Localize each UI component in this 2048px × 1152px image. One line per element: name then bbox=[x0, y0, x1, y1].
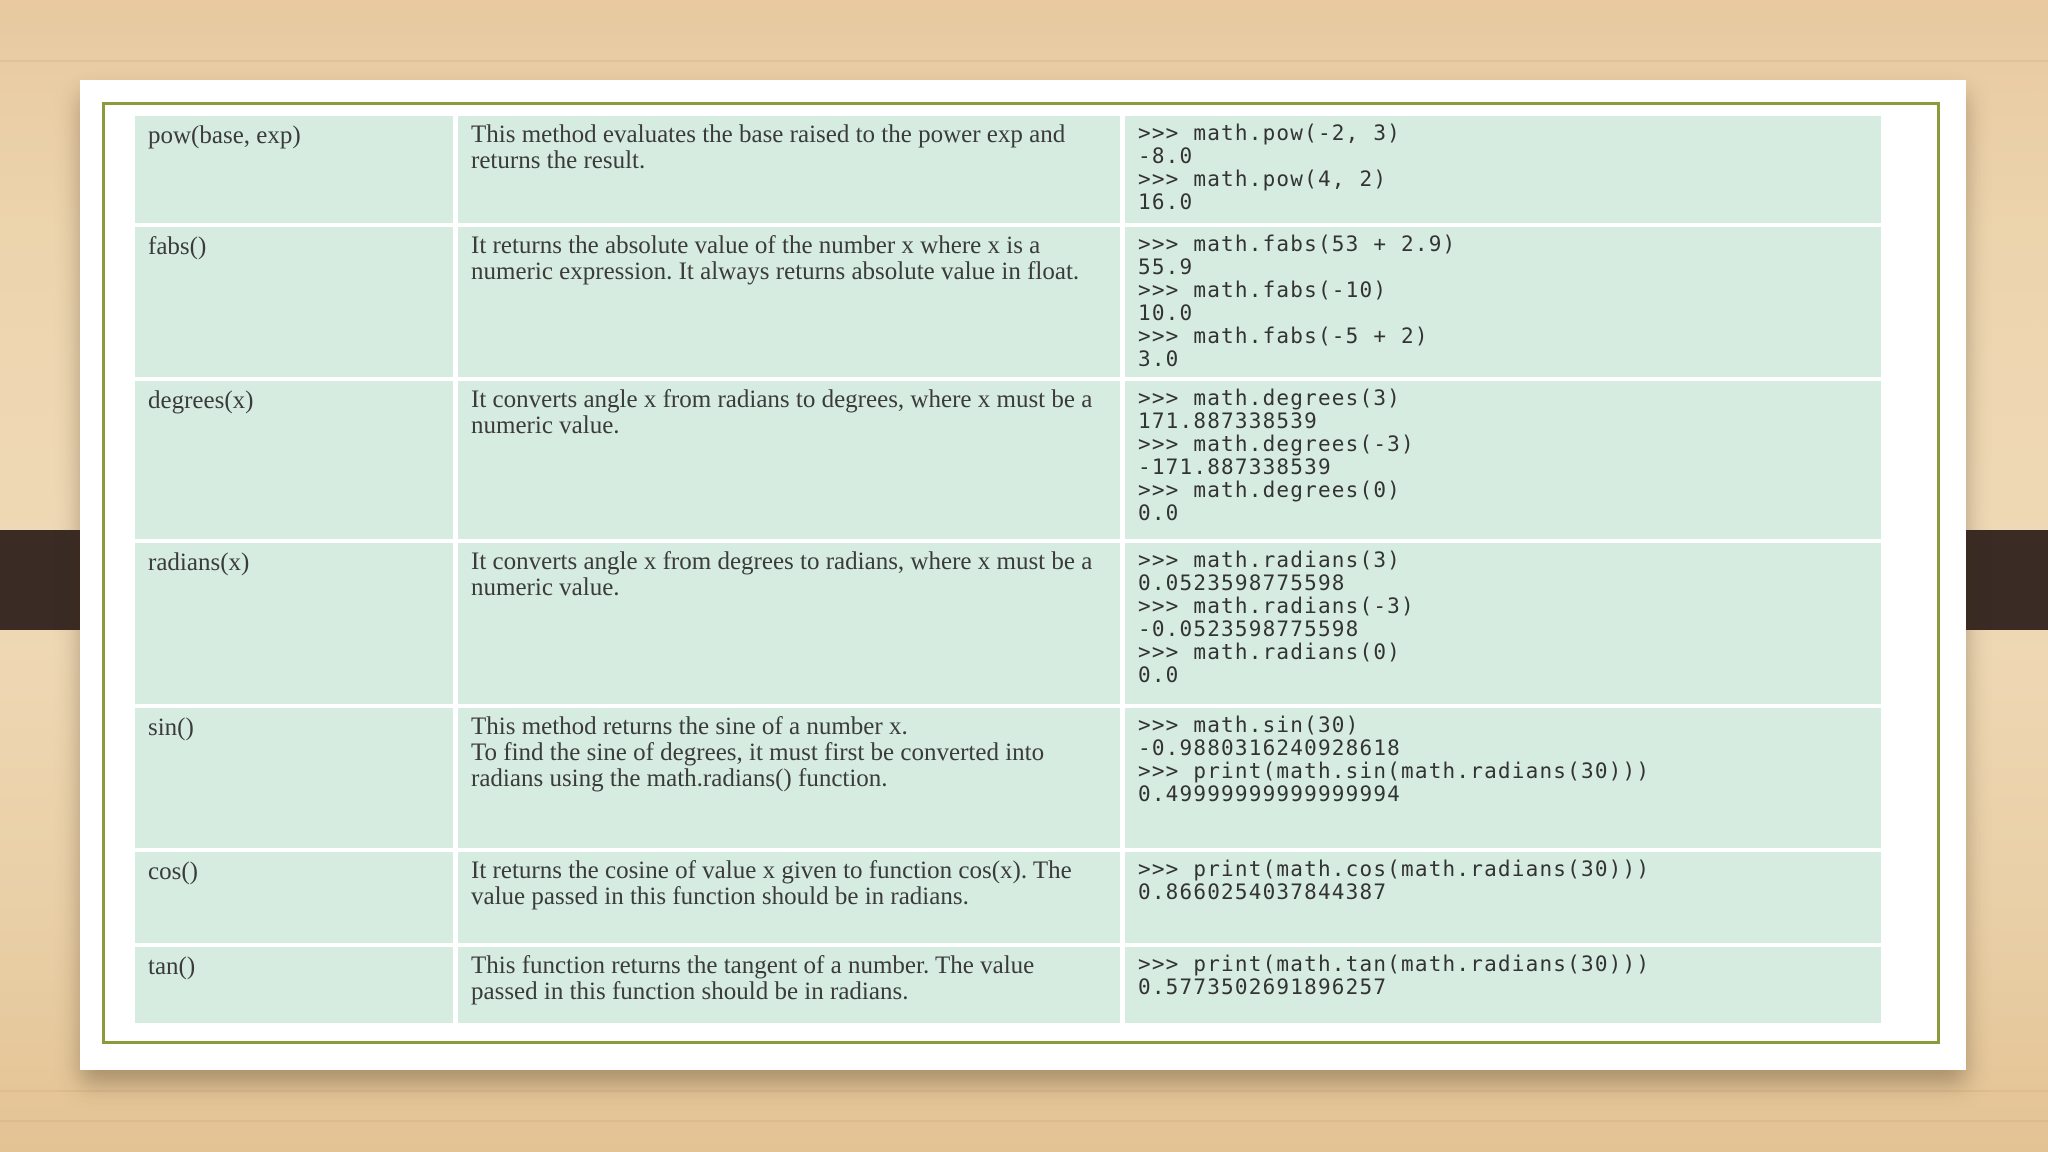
method-name: cos() bbox=[135, 852, 453, 943]
method-name: degrees(x) bbox=[135, 381, 453, 539]
method-description: It converts angle x from degrees to radians, where x must be a numeric value. bbox=[458, 543, 1120, 704]
method-example: >>> math.radians(3) 0.0523598775598 >>> math.radians(-3) -0.0523598775598 >>> math.radians(0) 0.0 bbox=[1125, 543, 1881, 704]
method-example: >>> print(math.tan(math.radians(30))) 0.5773502691896257 bbox=[1125, 947, 1881, 1023]
method-name: pow(base, exp) bbox=[135, 116, 453, 223]
method-name: tan() bbox=[135, 947, 453, 1023]
method-name: fabs() bbox=[135, 227, 453, 377]
method-description: This function returns the tangent of a number. The value passed in this function should be in radians. bbox=[458, 947, 1120, 1023]
method-example: >>> math.degrees(3) 171.887338539 >>> math.degrees(-3) -171.887338539 >>> math.degrees(0) 0.0 bbox=[1125, 381, 1881, 539]
table-row bbox=[135, 947, 1881, 1023]
table-row bbox=[135, 381, 1881, 539]
method-description: It returns the absolute value of the number x where x is a numeric expression. It always returns absolute value in float. bbox=[458, 227, 1120, 377]
method-name: sin() bbox=[135, 708, 453, 848]
method-description: It converts angle x from radians to degrees, where x must be a numeric value. bbox=[458, 381, 1120, 539]
method-example: >>> math.pow(-2, 3) -8.0 >>> math.pow(4, 2) 16.0 bbox=[1125, 116, 1881, 223]
method-name: radians(x) bbox=[135, 543, 453, 704]
method-example: >>> math.sin(30) -0.9880316240928618 >>> print(math.sin(math.radians(30))) 0.49999999999999994 bbox=[1125, 708, 1881, 848]
table-row bbox=[135, 543, 1881, 704]
method-description: This method evaluates the base raised to the power exp and returns the result. bbox=[458, 116, 1120, 223]
table-row bbox=[135, 852, 1881, 943]
method-example: >>> math.fabs(53 + 2.9) 55.9 >>> math.fabs(-10) 10.0 >>> math.fabs(-5 + 2) 3.0 bbox=[1125, 227, 1881, 377]
math-methods-table bbox=[130, 112, 1886, 1027]
table-row bbox=[135, 708, 1881, 848]
method-description: It returns the cosine of value x given to function cos(x). The value passed in this function should be in radians. bbox=[458, 852, 1120, 943]
table-row bbox=[135, 227, 1881, 377]
method-example: >>> print(math.cos(math.radians(30))) 0.8660254037844387 bbox=[1125, 852, 1881, 943]
table-row bbox=[135, 116, 1881, 223]
method-description: This method returns the sine of a number x. To find the sine of degrees, it must first be converted into radians using the math.radians() function. bbox=[458, 708, 1120, 848]
